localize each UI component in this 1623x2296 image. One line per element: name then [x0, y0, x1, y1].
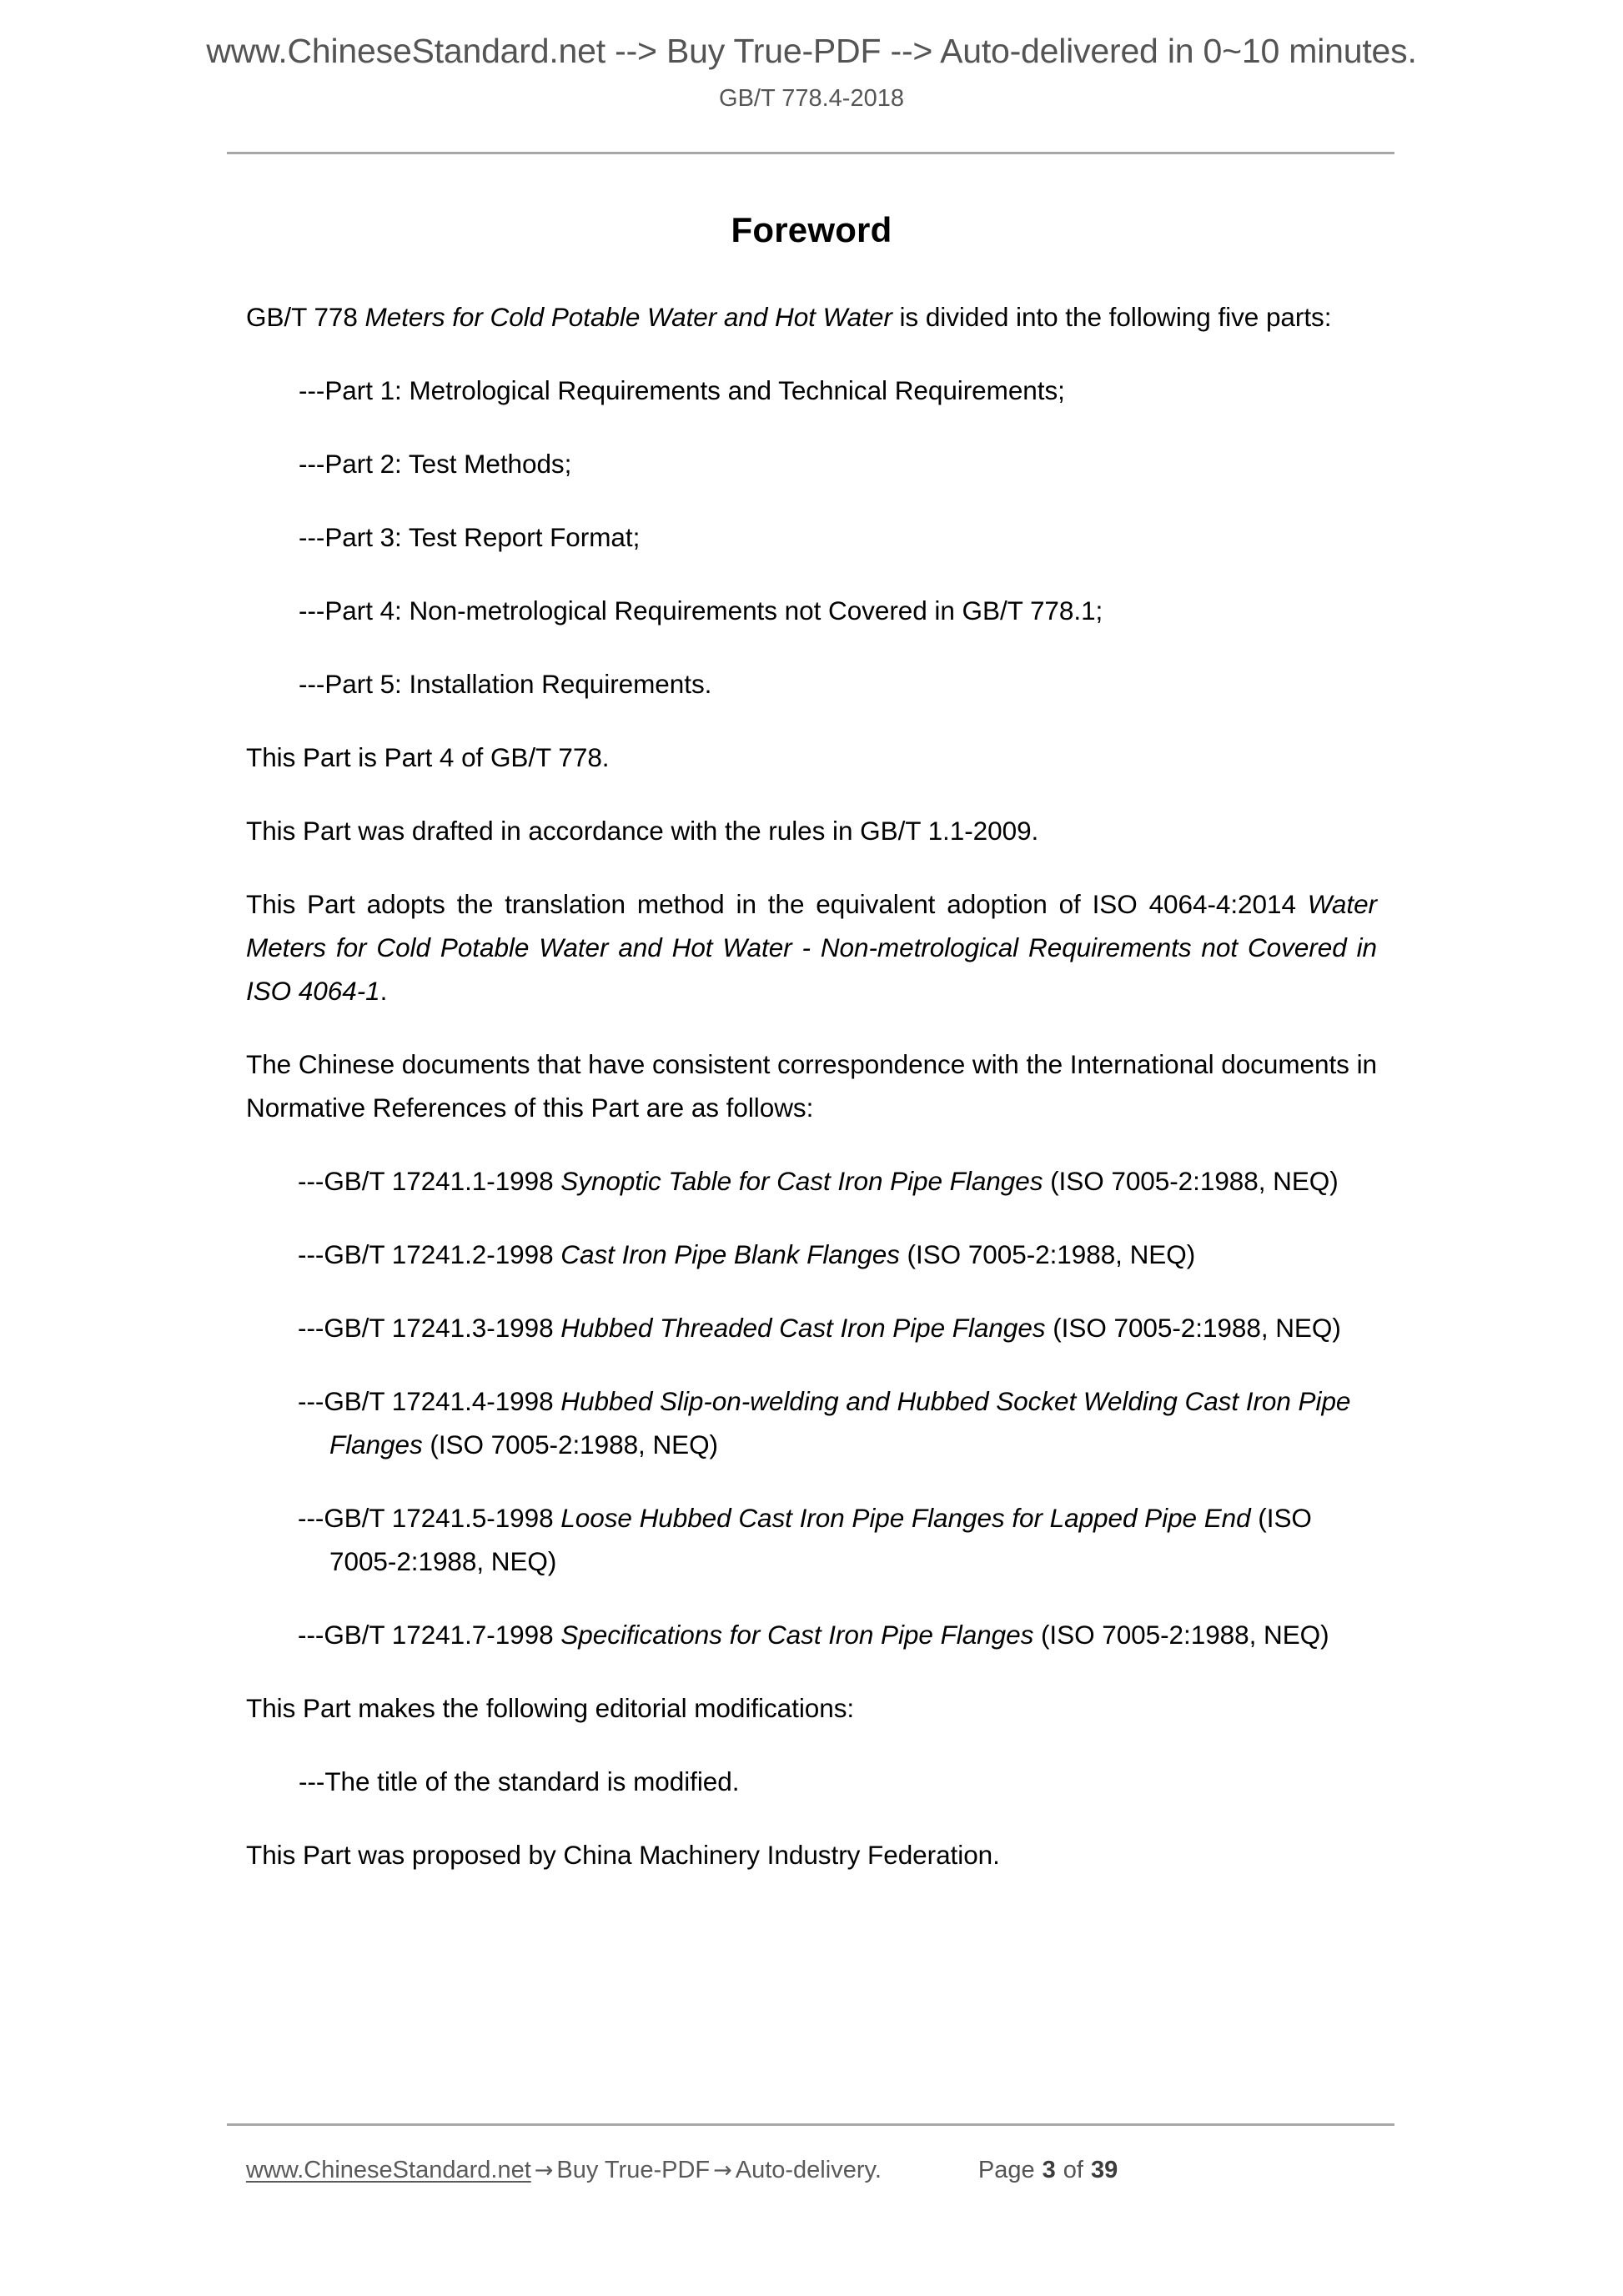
ref-lead: ---GB/T 17241.7-1998: [298, 1620, 561, 1650]
ref-lead: ---GB/T 17241.1-1998: [298, 1166, 561, 1196]
footer-end-text: Auto-delivery.: [735, 2157, 882, 2183]
list-item: [246, 1613, 1377, 1656]
arrow-right-icon: →: [534, 2158, 554, 2183]
total-pages: 39: [1090, 2157, 1118, 2183]
ref-italic-title: Synoptic Table for Cast Iron Pipe Flanges: [560, 1166, 1043, 1196]
ref-lead: ---GB/T 17241.2-1998: [298, 1239, 561, 1269]
footer-divider: [227, 2123, 1394, 2126]
adopts-tail: .: [379, 976, 388, 1006]
list-item: [246, 1306, 1377, 1349]
page-footer: [246, 2157, 1397, 2184]
ref-italic-title: Cast Iron Pipe Blank Flanges: [560, 1239, 900, 1269]
ref-tail: (ISO 7005-2:1988, NEQ): [899, 1239, 1196, 1269]
list-item: ---Part 2: Test Methods;: [299, 449, 572, 479]
ref-tail: (ISO 7005-2:1988, NEQ): [1043, 1166, 1339, 1196]
page-title: Foreword: [731, 210, 892, 249]
header-divider: [227, 152, 1394, 154]
paragraph-part-of: This Part is Part 4 of GB/T 778.: [246, 742, 610, 772]
ref-lead: ---GB/T 17241.4-1998: [298, 1386, 561, 1416]
ref-tail: (ISO 7005-2:1988, NEQ): [329, 1503, 1312, 1576]
paragraph-proposed: This Part was proposed by China Machinery Industry Federation.: [246, 1840, 1000, 1870]
ref-italic-title: Loose Hubbed Cast Iron Pipe Flanges for Lapped Pipe End: [560, 1503, 1251, 1533]
page-indicator: [978, 2157, 1118, 2184]
paragraph-drafted: This Part was drafted in accordance with the rules in GB/T 1.1-2009.: [246, 816, 1039, 846]
arrow-right-icon: →: [713, 2158, 732, 2183]
page-header: [0, 30, 1623, 113]
ref-lead: ---GB/T 17241.3-1998: [298, 1313, 561, 1343]
ref-tail: (ISO 7005-2:1988, NEQ): [1033, 1620, 1329, 1650]
list-item: [246, 1496, 1377, 1583]
paragraph-correspondence: The Chinese documents that have consistent correspondence with the International documents in Normative References of this Part are as follows:: [246, 1049, 1377, 1123]
list-item: ---Part 1: Metrological Requirements and Technical Requirements;: [299, 375, 1065, 405]
intro-lead: GB/T 778: [246, 302, 365, 332]
list-item: [246, 1159, 1377, 1203]
footer-site-link[interactable]: www.ChineseStandard.net: [246, 2157, 531, 2183]
ref-tail: (ISO 7005-2:1988, NEQ): [1045, 1313, 1341, 1343]
list-item: ---Part 3: Test Report Format;: [299, 522, 641, 552]
promo-banner: www.ChineseStandard.net --> Buy True-PDF --> Auto-delivered in 0~10 minutes.: [206, 32, 1417, 70]
adopts-italic-title: Water Meters for Cold Potable Water and Hot Water - Non-metrological Requirements not Covered in ISO 4064-1: [246, 889, 1377, 1006]
document-body: [246, 210, 1377, 1876]
list-item: [246, 1379, 1377, 1466]
paragraph-editorial: This Part makes the following editorial modifications:: [246, 1693, 855, 1723]
ref-italic-title: Hubbed Slip-on-welding and Hubbed Socket Welding Cast Iron Pipe Flanges: [329, 1386, 1351, 1459]
list-item: ---Part 5: Installation Requirements.: [299, 669, 712, 699]
page-number: 3: [1042, 2157, 1056, 2183]
list-item: [246, 1233, 1377, 1276]
ref-lead: ---GB/T 17241.5-1998: [298, 1503, 561, 1533]
ref-italic-title: Specifications for Cast Iron Pipe Flanges: [560, 1620, 1034, 1650]
page-label: Page: [977, 2157, 1035, 2183]
adopts-lead: This Part adopts the translation method in the equivalent adoption of ISO 4064-4:2014: [246, 889, 1308, 919]
ref-tail: (ISO 7005-2:1988, NEQ): [422, 1429, 718, 1459]
standard-number: GB/T 778.4-2018: [719, 85, 904, 113]
of-label: of: [1063, 2157, 1083, 2183]
list-item: ---The title of the standard is modified.: [299, 1766, 740, 1796]
list-item: ---Part 4: Non-metrological Requirements not Covered in GB/T 778.1;: [299, 595, 1103, 625]
paragraph-adopts: [246, 882, 1377, 1012]
ref-italic-title: Hubbed Threaded Cast Iron Pipe Flanges: [560, 1313, 1046, 1343]
intro-tail: is divided into the following five parts:: [892, 302, 1332, 332]
footer-promo: [246, 2157, 882, 2184]
intro-italic-title: Meters for Cold Potable Water and Hot Water: [364, 302, 892, 332]
footer-mid-text: Buy True-PDF: [556, 2157, 711, 2183]
intro-paragraph: [246, 295, 1377, 339]
